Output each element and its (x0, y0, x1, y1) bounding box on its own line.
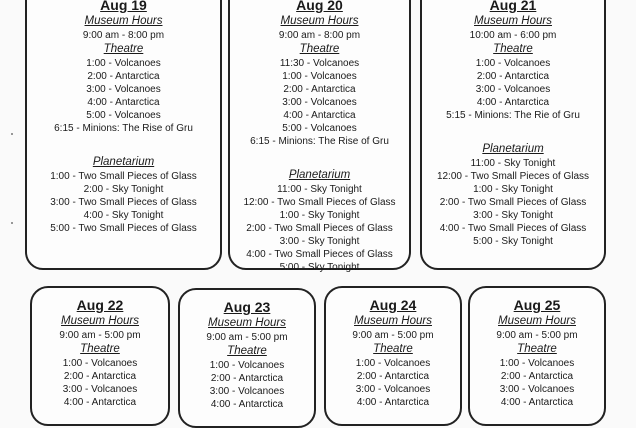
theatre-showing: 2:00 - Antarctica (210, 373, 284, 384)
theatre-showing: 3:00 - Volcanoes (475, 84, 551, 95)
theatre-heading: Theatre (103, 43, 144, 55)
planetarium-showing: 4:00 - Two Small Pieces of Glass (246, 249, 393, 260)
schedule-card-aug-20 (228, 0, 411, 273)
theatre-showing: 2:00 - Antarctica (87, 71, 160, 82)
scan-speck (11, 222, 13, 224)
theatre-heading: Theatre (80, 343, 120, 355)
planetarium-showing: 11:00 - Sky Tonight (277, 184, 362, 195)
theatre-showing: 1:00 - Volcanoes (86, 58, 161, 69)
planetarium-showing: 3:00 - Sky Tonight (473, 210, 553, 221)
theatre-heading: Theatre (299, 43, 340, 55)
card-date: Aug 20 (296, 0, 343, 13)
theatre-showing: 1:00 - Volcanoes (355, 358, 431, 369)
theatre-showing: 3:00 - Volcanoes (355, 384, 431, 395)
schedule-card-aug-25 (468, 286, 606, 426)
museum-hours-heading: Museum Hours (61, 315, 139, 327)
theatre-showing: 4:00 - Antarctica (500, 397, 574, 408)
theatre-showing: 5:15 - Minions: The Rie of Gru (446, 110, 580, 121)
theatre-showing: 2:00 - Antarctica (476, 71, 550, 82)
planetarium-showing: 2:00 - Sky Tonight (83, 184, 164, 195)
museum-hours-heading: Museum Hours (474, 15, 552, 27)
theatre-showing: 2:00 - Antarctica (356, 371, 430, 382)
museum-hours-value: 9:00 am - 8:00 pm (278, 30, 361, 41)
theatre-heading: Theatre (373, 343, 413, 355)
planetarium-showing: 12:00 - Two Small Pieces of Glass (243, 197, 396, 208)
planetarium-showing: 4:00 - Two Small Pieces of Glass (439, 223, 587, 234)
planetarium-showing: 5:00 - Two Small Pieces of Glass (50, 223, 197, 234)
museum-hours-heading: Museum Hours (498, 315, 576, 327)
museum-hours-heading: Museum Hours (84, 15, 163, 27)
card-date: Aug 19 (100, 0, 147, 13)
card-date: Aug 24 (369, 297, 417, 313)
planetarium-showing: 5:00 - Sky Tonight (473, 236, 553, 247)
schedule-card-aug-24 (324, 286, 462, 426)
planetarium-heading: Planetarium (288, 169, 351, 181)
card-date: Aug 23 (223, 299, 271, 315)
theatre-showing: 3:00 - Volcanoes (86, 84, 161, 95)
planetarium-showing: 4:00 - Sky Tonight (83, 210, 164, 221)
museum-hours-value: 9:00 am - 5:00 pm (352, 330, 434, 341)
planetarium-heading: Planetarium (482, 143, 544, 155)
theatre-showing: 3:00 - Volcanoes (62, 384, 138, 395)
museum-hours-heading: Museum Hours (208, 317, 286, 329)
theatre-showing: 1:00 - Volcanoes (499, 358, 575, 369)
theatre-showing: 11:30 - Volcanoes (279, 58, 360, 69)
schedule-card-aug-21 (420, 0, 606, 270)
planetarium-showing: 1:00 - Two Small Pieces of Glass (50, 171, 197, 182)
theatre-showing: 5:00 - Volcanoes (282, 123, 357, 134)
planetarium-showing: 3:00 - Sky Tonight (279, 236, 360, 247)
theatre-showing: 1:00 - Volcanoes (282, 71, 357, 82)
planetarium-showing: 5:00 - Sky Tonight (279, 262, 360, 273)
theatre-showing: 6:15 - Minions: The Rise of Gru (250, 136, 389, 147)
theatre-showing: 3:00 - Volcanoes (499, 384, 575, 395)
scan-speck (11, 133, 13, 135)
planetarium-showing: 2:00 - Two Small Pieces of Glass (246, 223, 393, 234)
theatre-showing: 3:00 - Volcanoes (282, 97, 357, 108)
theatre-showing: 4:00 - Antarctica (476, 97, 550, 108)
museum-hours-value: 9:00 am - 5:00 pm (496, 330, 578, 341)
museum-hours-value: 9:00 am - 5:00 pm (206, 332, 288, 343)
theatre-showing: 4:00 - Antarctica (283, 110, 356, 121)
theatre-showing: 2:00 - Antarctica (63, 371, 137, 382)
museum-hours-value: 10:00 am - 6:00 pm (469, 30, 557, 41)
theatre-showing: 4:00 - Antarctica (87, 97, 160, 108)
theatre-showing: 3:00 - Volcanoes (209, 386, 285, 397)
theatre-showing: 2:00 - Antarctica (283, 84, 356, 95)
theatre-showing: 1:00 - Volcanoes (62, 358, 138, 369)
card-date: Aug 21 (489, 0, 537, 13)
schedule-card-aug-19 (25, 0, 222, 270)
theatre-showing: 1:00 - Volcanoes (475, 58, 551, 69)
theatre-showing: 5:00 - Volcanoes (86, 110, 161, 121)
planetarium-showing: 12:00 - Two Small Pieces of Glass (436, 171, 590, 182)
planetarium-showing: 1:00 - Sky Tonight (473, 184, 553, 195)
theatre-heading: Theatre (493, 43, 533, 55)
museum-hours-value: 9:00 am - 8:00 pm (82, 30, 165, 41)
planetarium-showing: 11:00 - Sky Tonight (470, 158, 556, 169)
card-date: Aug 22 (76, 297, 124, 313)
theatre-heading: Theatre (227, 345, 267, 357)
museum-hours-heading: Museum Hours (280, 15, 359, 27)
card-date: Aug 25 (513, 297, 561, 313)
theatre-showing: 4:00 - Antarctica (63, 397, 137, 408)
museum-hours-heading: Museum Hours (354, 315, 432, 327)
museum-hours-value: 9:00 am - 5:00 pm (59, 330, 141, 341)
theatre-showing: 6:15 - Minions: The Rise of Gru (54, 123, 193, 134)
theatre-showing: 4:00 - Antarctica (210, 399, 284, 410)
theatre-showing: 2:00 - Antarctica (500, 371, 574, 382)
planetarium-showing: 3:00 - Two Small Pieces of Glass (50, 197, 197, 208)
theatre-showing: 1:00 - Volcanoes (209, 360, 285, 371)
schedule-card-aug-22 (30, 286, 170, 426)
theatre-heading: Theatre (517, 343, 557, 355)
theatre-showing: 4:00 - Antarctica (356, 397, 430, 408)
planetarium-showing: 2:00 - Two Small Pieces of Glass (439, 197, 587, 208)
planetarium-showing: 1:00 - Sky Tonight (279, 210, 360, 221)
planetarium-heading: Planetarium (92, 156, 155, 168)
schedule-card-aug-23 (178, 288, 316, 428)
